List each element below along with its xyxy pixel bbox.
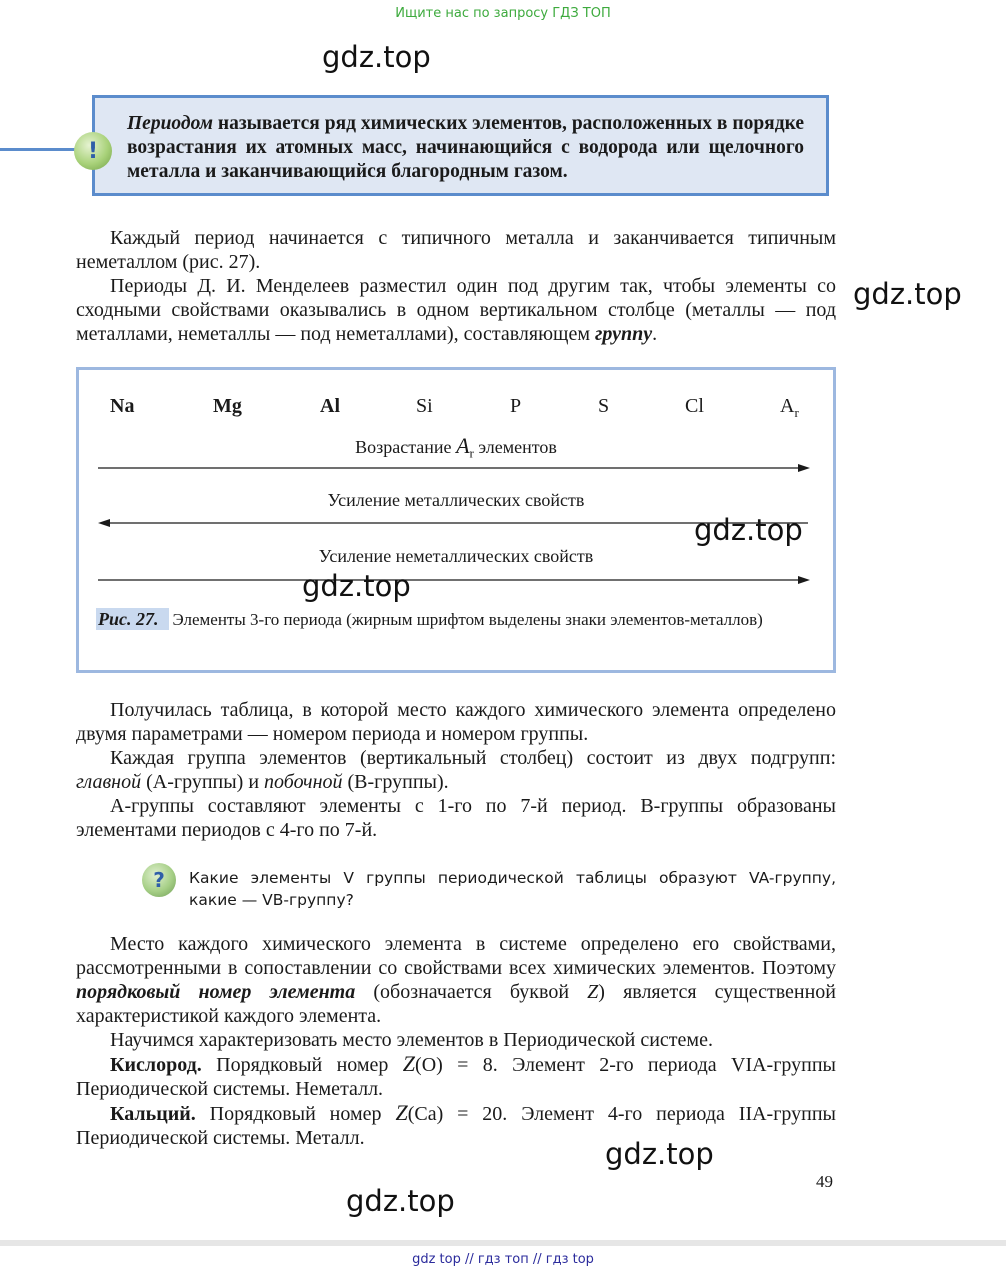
- definition-text: называется ряд химических элементов, расположенных в порядке возрастания их атомных масс, начинающийся с водорода или щелочного металла и заканчивающийся благородным газом.: [127, 113, 804, 182]
- watermark: gdz.top: [694, 513, 803, 547]
- term-ordinal: порядковый номер элемента: [76, 981, 356, 1003]
- caption-text: Элементы 3-го периода (жирным шрифтом выделены знаки элементов-металлов): [172, 610, 763, 629]
- element-symbol: S: [598, 395, 610, 417]
- paragraph-block-1: [76, 226, 836, 346]
- paragraph: [76, 274, 836, 346]
- watermark: gdz.top: [302, 569, 411, 603]
- text: (обозначается буквой: [355, 981, 588, 1003]
- text: элементов: [473, 437, 557, 457]
- element-symbol: Cl: [685, 395, 704, 417]
- element-symbol-sub: r: [794, 405, 799, 420]
- arrow-right: [96, 462, 812, 474]
- paragraph: [76, 1101, 836, 1150]
- text: Порядковый номер: [201, 1054, 403, 1076]
- footer-divider: [0, 1240, 1006, 1246]
- text: Возрастание: [355, 437, 457, 457]
- text: Каждая группа элементов (вертикальный столбец) состоит из двух подгрупп:: [110, 747, 836, 769]
- paragraph: [76, 932, 836, 1028]
- element-symbol: P: [510, 395, 522, 417]
- element-symbol: Al: [320, 395, 340, 417]
- arrow-label-metallic: Усиление металлических свойств: [327, 490, 585, 510]
- paragraph: Научимся характеризовать место элементов в Периодической системе.: [110, 1029, 713, 1051]
- definition-term: Периодом: [127, 113, 213, 134]
- watermark: gdz.top: [322, 40, 431, 74]
- text: Z: [402, 1051, 416, 1076]
- element-symbol: [780, 395, 799, 421]
- element-symbol: Si: [416, 395, 433, 417]
- question-text: Какие элементы V группы периодической таблицы образуют VA-группу, какие — VB-группу?: [189, 869, 836, 909]
- figure-tag: Рис. 27.: [96, 608, 169, 630]
- paragraph: Получилась таблица, в которой место каждого химического элемента определено двумя параметрами — номером периода и номером группы.: [76, 699, 836, 745]
- figure-caption: [96, 608, 816, 631]
- footer-links[interactable]: gdz top // гдз топ // гдз top: [412, 1252, 594, 1267]
- paragraph: Каждый период начинается с типичного металла и заканчивается типичным неметаллом (рис. 27).: [76, 227, 836, 273]
- paragraph: А-группы составляют элементы с 1-го по 7-й период. В-группы образованы элементами периодов с 4-го по 7-й.: [76, 795, 836, 841]
- text: Периоды Д. И. Менделеев разместил один под другим так, чтобы элементы со сходными свойствами оказывались в одном вертикальном столбце (металлы — под металлами, неметаллы — под неметаллами), составляющем: [76, 275, 836, 345]
- text: (Ca) = 20. Элемент 4-го периода IIA-группы Периодической системы. Металл.: [76, 1103, 836, 1149]
- watermark: gdz.top: [605, 1137, 714, 1171]
- watermark: gdz.top: [346, 1184, 455, 1218]
- text: (В-группы).: [342, 771, 449, 793]
- text: Порядковый номер: [195, 1103, 396, 1125]
- question-icon: ?: [142, 863, 176, 897]
- text: r: [469, 445, 474, 461]
- paragraph: [76, 1052, 836, 1101]
- paragraph-block-2: [76, 698, 836, 842]
- element-symbol-base: A: [780, 395, 795, 417]
- text: ) является существенной характеристикой каждого элемента.: [76, 981, 837, 1027]
- term-side: побочной: [264, 771, 343, 793]
- definition-accent-line: [0, 148, 76, 151]
- element-symbol: Mg: [213, 395, 242, 417]
- oxygen-label: Кислород.: [110, 1054, 202, 1076]
- text: Z: [395, 1100, 408, 1125]
- arrow-label-mass: [76, 433, 836, 462]
- text: (А-группы) и: [141, 771, 265, 793]
- paragraph: [76, 746, 836, 794]
- watermark: gdz.top: [853, 277, 962, 311]
- paragraph-block-3: [76, 932, 836, 1150]
- text: A: [456, 433, 470, 458]
- text: .: [652, 323, 658, 345]
- arrow-right: [96, 574, 812, 586]
- term-main: главной: [76, 771, 142, 793]
- exclamation-icon: !: [74, 132, 112, 170]
- element-symbol: Na: [110, 395, 135, 417]
- text: Z: [587, 981, 599, 1003]
- text: (O) = 8. Элемент 2-го периода VIA-группы Периодической системы. Неметалл.: [76, 1054, 836, 1100]
- text: Место каждого химического элемента в системе определено его свойствами, рассмотренными в сопоставлении со свойствами всех химических элементов. Поэтому: [76, 933, 836, 979]
- definition-box: [92, 95, 829, 196]
- arrow-label-nonmetallic: Усиление неметаллических свойств: [318, 546, 594, 566]
- calcium-label: Кальций.: [110, 1103, 196, 1125]
- term-group: группу: [594, 323, 653, 345]
- page-number: 49: [816, 1172, 833, 1191]
- search-hint-link[interactable]: Ищите нас по запросу ГДЗ ТОП: [395, 6, 611, 21]
